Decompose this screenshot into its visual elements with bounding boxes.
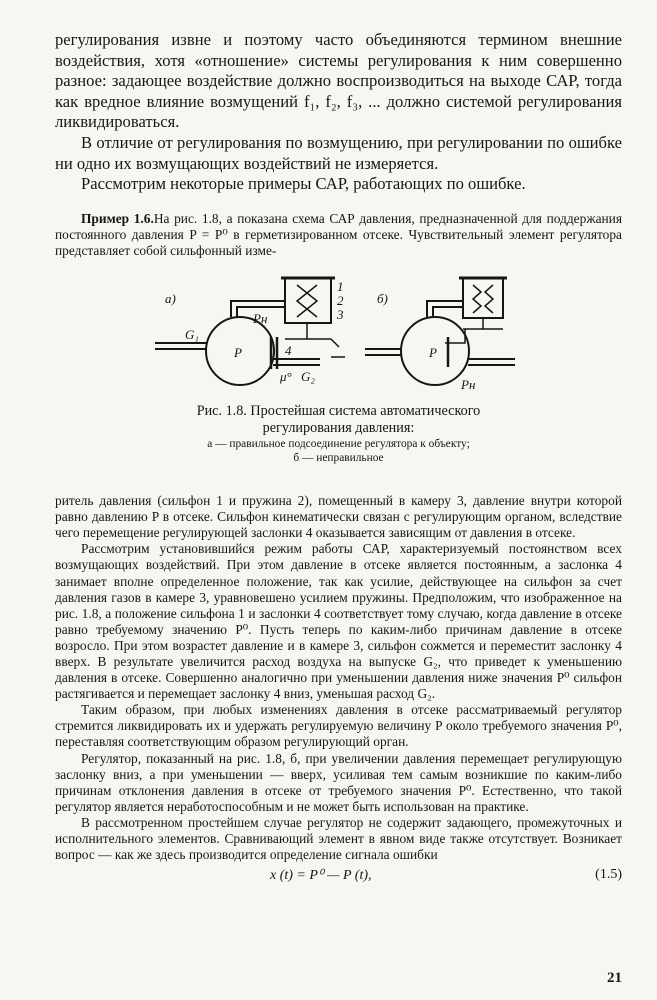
label-g2: G₂: [301, 369, 315, 385]
body-paragraph-3: Таким образом, при любых изменениях давления в отсеке рассматриваемый регулятор стремится ликвидировать их и удержать регулируемую величину P около требуемого значения P⁰, переставляя соответствующим образом регулирующий орган.: [55, 702, 622, 750]
body-paragraph-1: ритель давления (сильфон 1 и пружина 2), помещенный в камеру 3, давление внутри которой равно давлению P в отсеке. Сильфон кинематически связан с регулирующим органом, вследствие чего перемещение регулирующей заслонки 4 оказывается зависящим от давления в отсеке.: [55, 493, 622, 541]
label-scheme-a: а): [165, 291, 176, 307]
body-paragraph-5: В рассмотренном простейшем случае регулятор не содержит задающего, промежуточных и исполнительного элементов. Сравнивающий элемент в явном виде также отсутствует. Возникает вопрос — как же здесь производится определение сигнала ошибки: [55, 814, 622, 863]
paragraph-2: В отличие от регулирования по возмущению, при регулировании по ошибке ни одно их возмущающих воздействий не измеряется.: [55, 132, 622, 173]
caption-sub-line-2: б — неправильное: [293, 452, 384, 465]
label-valve-4: 4: [285, 343, 292, 359]
page-content: [55, 30, 622, 887]
label-pn-a: Pн: [253, 311, 268, 327]
figure-caption: [55, 403, 622, 465]
label-pn-b: Pн: [461, 377, 476, 393]
caption-sub-line-1: а — правильное подсоединение регулятора к объекту;: [207, 438, 470, 451]
paragraph-3: Рассмотрим некоторые примеры САР, работающих по ошибке.: [81, 174, 526, 194]
label-pressure-b: P: [429, 345, 437, 361]
label-chamber-3: 3: [337, 307, 344, 323]
example-text: На рис. 1.8, а показана схема САР давления, предназначенной для поддержания постоянного давления P = P⁰ в герметизированном отсеке. Чувствительный элемент регулятора представляет собой сильфонный изме-: [55, 210, 623, 258]
body-paragraph-2: Рассмотрим установившийся режим работы САР, характеризуемый постоянством всех возмущающих воздействий. При этом давление в отсеке является постоянным, а заслонка 4 занимает вполне определенное положение, так как усилие, действующее на сильфон за счет давления газов в камере 3, уравновешено усилием пружины. Предположим, что изображенное на рис. 1.8, а положение сильфона 1 и заслонки 4 соответствует тому случаю, когда давление в отсеке равно требуемому значению P⁰. Пусть теперь по каким-либо причинам давление в отсеке возросло. При этом возрастет давление и в камере 3, сильфон сожмется и переместит заслонку 4 вверх. В результате увеличится расход воздуха на выпуске G₂, что приведет к уменьшению давления в отсеке. Совершенно аналогично при уменьшении давления ниже значения P⁰ сильфон растягивается и перемещает заслонку 4 вниз, уменьшая расход G₂.: [55, 541, 622, 702]
label-spring-2: 2: [337, 293, 344, 309]
equation-1-5: [55, 865, 622, 887]
label-scheme-b: б): [377, 291, 388, 307]
label-g1: G₁: [185, 327, 199, 343]
caption-title-line-2: регулирования давления:: [262, 420, 415, 437]
example-label: Пример 1.6.: [81, 210, 154, 226]
formula: x (t) = P⁰ — P (t),: [270, 868, 372, 884]
body-paragraph-4: Регулятор, показанный на рис. 1.8, б, при увеличении давления перемещает регулирующую заслонку вниз, а при уменьшении — вверх, усиливая тем самым возникшие по каким-либо причинам отклонения давления в отсеке от требуемого значения P⁰. Естественно, что такой регулятор является неработоспособным и не может быть использован на практике.: [55, 750, 622, 814]
paragraph-1: регулирования извне и поэтому часто объединяются термином внешние воздействия, хотя «отношение» системы регулирования к ним совершенно разное: задающее воздействие должно воспроизводиться на выходе САР, тогда как вредное влияние возмущений f₁, f₂, f₃, ... должно системой регулирования ликвидироваться.: [55, 30, 622, 132]
label-mu: μ°: [280, 369, 292, 385]
label-bellows-1: 1: [337, 279, 344, 295]
figure-1-8: [55, 273, 622, 493]
page-number: 21: [607, 970, 622, 986]
caption-title-line-1: Рис. 1.8. Простейшая система автоматического: [196, 403, 481, 420]
equation-number: (1.5): [595, 867, 622, 883]
pressure-system-diagram: [145, 273, 525, 398]
example-paragraph: [55, 211, 622, 259]
label-pressure-a: P: [234, 345, 242, 361]
